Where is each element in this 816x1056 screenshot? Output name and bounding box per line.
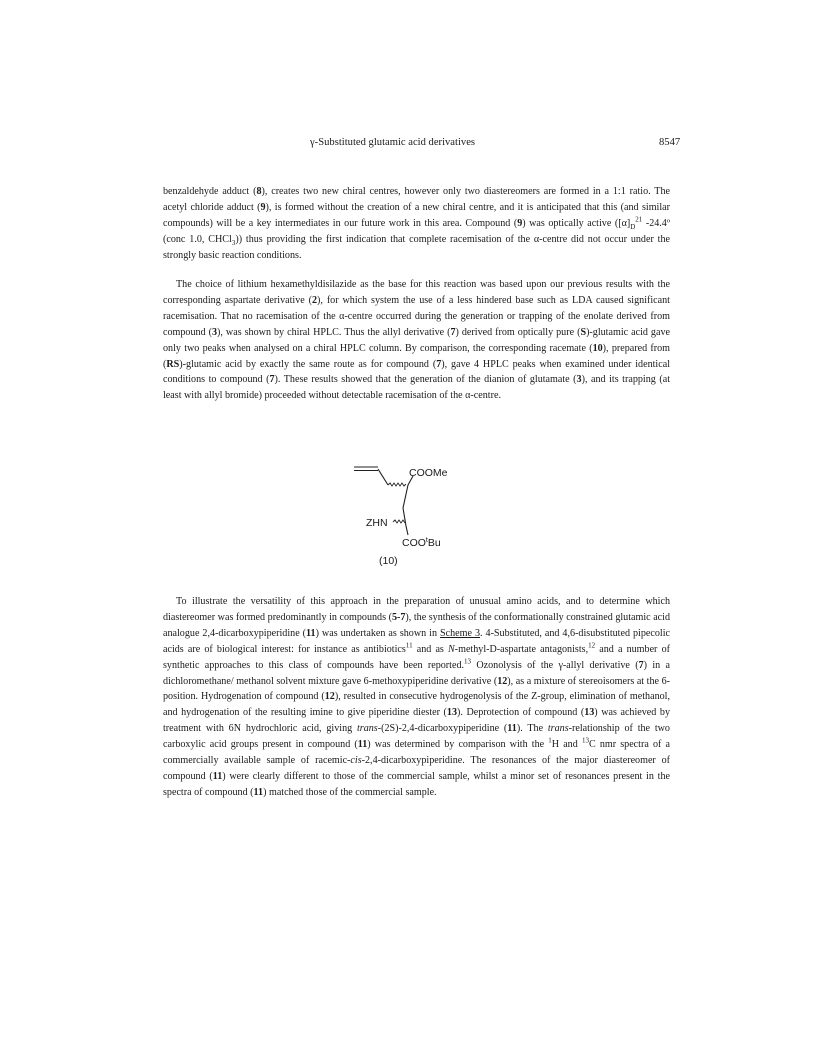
cootbu-label: COO$^t$Bu bbox=[402, 537, 441, 549]
compound-label-10: (10) bbox=[379, 555, 398, 567]
chemical-structure-10 bbox=[350, 455, 470, 575]
page-header bbox=[0, 137, 816, 151]
paragraph-2: The choice of lithium hexamethyldisilazide as the base for this reaction was based upon our previous results with the corresponding aspartate derivative (2), for which system the use of a less hindered base such as LDA caused significant racemisation. That no racemisation of the α-centre occurred during the generation or trapping of the enolate derived from compound (3), was shown by chiral HPLC. Thus the allyl derivative (7) derived from optically pure (S)-glutamic acid gave only two peaks when analysed on a chiral HPLC column. By comparison, the corresponding racemate (10), prepared from (RS)-glutamic acid by exactly the same route as for compound (7), gave 4 HPLC peaks when examined under identical conditions to compound (7). These results showed that the generation of the dianion of glutamate (3), and its trapping (at least with allyl bromide) proceeded without detectable racemisation of the α-centre. bbox=[163, 279, 671, 402]
paragraph-3: To illustrate the versatility of this approach in the preparation of unusual amino acids, and to determine which diastereomer was formed predominantly in compounds (5-7), the synthesis of the conformationally constrained glutamic acid analogue 2,4-dicarboxypiperidine (11) was undertaken as shown in Scheme 3. 4-Substituted, and 4,6-disubstituted pipecolic acids are of biological interest: for instance as antibiotics$^{11}$ and as N-methyl-D-aspartate antagonists,$^{12}$ and a number of synthetic approaches to this class of compounds have been reported.$^{13}$ Ozonolysis of the γ-allyl derivative (7) in a dichloromethane/ methanol solvent mixture gave 6-methoxypiperidine derivative (12), as a mixture of stereoisomers at the 6-position. Hydrogenation of compound (12), resulted in consecutive hydrogenolysis of the Z-group, elimination of methanol, and hydrogenation of the resulting imine to give piperidine diester (13). Deprotection of compound (13) was achieved by treatment with 6N hydrochloric acid, giving trans-(2S)-2,4-dicarboxypiperidine (11). The trans-relationship of the two carboxylic acid groups present in compound (11) was determined by comparison with the $^1$H and $^{13}$C nmr spectra of a commercially available sample of racemic-cis-2,4-dicarboxypiperidine. The resonances of the major diastereomer of compound (11) were clearly different to those of the commercial sample, whilst a minor set of resonances present in the spectra of compound (11) matched those of the commercial sample. bbox=[163, 596, 670, 798]
running-title: γ-Substituted glutamic acid derivatives bbox=[310, 137, 476, 148]
zhn-label: ZHN bbox=[366, 517, 388, 529]
structure-drawing bbox=[350, 455, 470, 555]
scheme-3-link[interactable]: Scheme 3 bbox=[440, 627, 481, 639]
page-number: 8547 bbox=[659, 137, 681, 148]
cooMe-label: COOMe bbox=[409, 467, 448, 479]
paragraph-1: benzaldehyde adduct (8), creates two new chiral centres, however only two diastereomers are formed in a 1:1 ratio. The acetyl chloride adduct (9), is formed without the creation of a new chiral centre, and it is anticipated that this (and similar compounds) will be a key intermediates in our future work in this area. Compound (9) was optically active ($[\alpha]_D^{21}$ -24.4º (conc 1.0, CHCl$_3$)) thus providing the first indication that complete racemisation of the α-centre did not occur under the strongly basic reaction conditions. bbox=[163, 186, 670, 261]
